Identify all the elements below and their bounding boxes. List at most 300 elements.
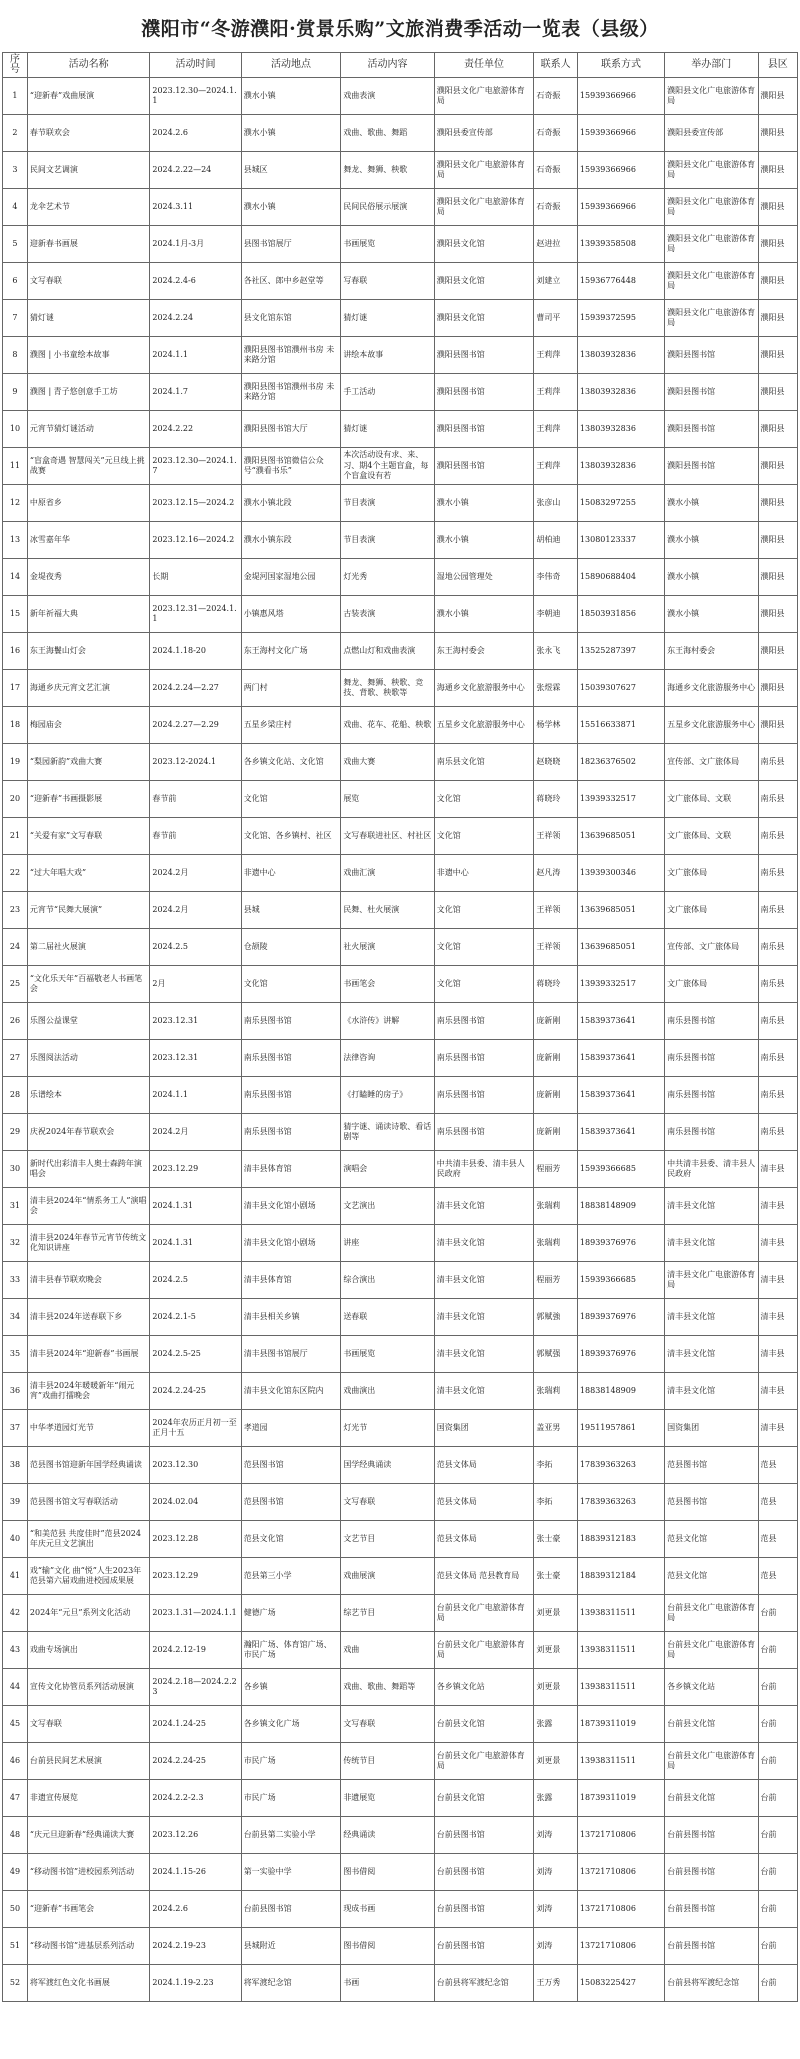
table-cell: 18838148909 bbox=[577, 1373, 664, 1410]
table-cell: 2024.2月 bbox=[150, 855, 241, 892]
table-cell: 猜灯谜 bbox=[27, 300, 149, 337]
table-cell: 范县文体局 bbox=[434, 1484, 534, 1521]
table-cell: 南乐县图书馆 bbox=[434, 1077, 534, 1114]
table-cell: 2024.1.24-25 bbox=[150, 1706, 241, 1743]
table-cell: 2023.12.26 bbox=[150, 1817, 241, 1854]
table-cell: 清丰县 bbox=[758, 1262, 798, 1299]
table-cell: 石奇振 bbox=[534, 189, 578, 226]
table-row bbox=[3, 1003, 798, 1040]
table-row bbox=[3, 1188, 798, 1225]
table-cell: 戏曲、歌曲、舞蹈等 bbox=[341, 1669, 434, 1706]
table-cell: 濮阳县 bbox=[758, 485, 798, 522]
table-cell: 13803932836 bbox=[577, 411, 664, 448]
table-cell: 10 bbox=[3, 411, 28, 448]
table-cell: 瀚阳广场、体育馆广场、市民广场 bbox=[241, 1632, 341, 1669]
table-cell: 清丰县文化馆 bbox=[665, 1373, 758, 1410]
table-cell: 中华孝道园灯光节 bbox=[27, 1410, 149, 1447]
table-cell: 范县图书馆文写春联活动 bbox=[27, 1484, 149, 1521]
table-cell: 舞龙、舞狮、秧歌、竞技、背歌、秧歌等 bbox=[341, 670, 434, 707]
table-cell: 刘更景 bbox=[534, 1743, 578, 1780]
table-cell: 台前县文化广电旅游体育局 bbox=[665, 1743, 758, 1780]
table-cell: 濮图 | 小书童绘本故事 bbox=[27, 337, 149, 374]
table-cell: 各社区、郎中乡赵堂等 bbox=[241, 263, 341, 300]
table-cell: 濮阳县文化广电旅游体育局 bbox=[665, 152, 758, 189]
table-cell: 台前 bbox=[758, 1817, 798, 1854]
table-cell: 健德广场 bbox=[241, 1595, 341, 1632]
table-cell: 文化馆 bbox=[241, 781, 341, 818]
table-cell: 县城 bbox=[241, 892, 341, 929]
table-cell: 文化馆 bbox=[434, 892, 534, 929]
table-cell: 县城区 bbox=[241, 152, 341, 189]
table-cell: 各乡镇文化站 bbox=[434, 1669, 534, 1706]
table-cell: 7 bbox=[3, 300, 28, 337]
table-cell: “关爱有家”文写春联 bbox=[27, 818, 149, 855]
table-cell: 南乐县图书馆 bbox=[665, 1003, 758, 1040]
table-cell: 13639685051 bbox=[577, 818, 664, 855]
table-cell: 13803932836 bbox=[577, 374, 664, 411]
table-cell: “迎新春”书画笔会 bbox=[27, 1891, 149, 1928]
table-cell: 濮阳县 bbox=[758, 559, 798, 596]
table-row bbox=[3, 1780, 798, 1817]
table-cell: 清丰县 bbox=[758, 1336, 798, 1373]
table-cell: 台前 bbox=[758, 1928, 798, 1965]
table-cell: 中共清丰县委、清丰县人民政府 bbox=[665, 1151, 758, 1188]
table-cell: 范县文体局 bbox=[434, 1447, 534, 1484]
table-cell: 濮阳县文化广电旅游体育局 bbox=[434, 78, 534, 115]
table-cell: 濮阳县 bbox=[758, 152, 798, 189]
table-cell: 湿地公园管理处 bbox=[434, 559, 534, 596]
table-cell: 东王海村委会 bbox=[434, 633, 534, 670]
table-cell: 1 bbox=[3, 78, 28, 115]
table-cell: 台前县第二实验小学 bbox=[241, 1817, 341, 1854]
table-cell: 文化馆 bbox=[434, 929, 534, 966]
table-cell: 迎新春书画展 bbox=[27, 226, 149, 263]
table-cell: 2024.2.1-5 bbox=[150, 1299, 241, 1336]
table-cell: 台前县图书馆 bbox=[434, 1928, 534, 1965]
table-row bbox=[3, 78, 798, 115]
table-cell: 18739311019 bbox=[577, 1780, 664, 1817]
table-cell: 台前县文化馆 bbox=[434, 1780, 534, 1817]
table-cell: 13939358508 bbox=[577, 226, 664, 263]
table-cell: 13939300346 bbox=[577, 855, 664, 892]
table-cell: 清丰县文化馆东区院内 bbox=[241, 1373, 341, 1410]
table-cell: 范县文化馆 bbox=[665, 1521, 758, 1558]
table-cell: 清丰县文化馆小剧场 bbox=[241, 1225, 341, 1262]
table-cell: 文化馆 bbox=[434, 818, 534, 855]
table-cell: 张彦山 bbox=[534, 485, 578, 522]
table-cell: 39 bbox=[3, 1484, 28, 1521]
table-cell: 41 bbox=[3, 1558, 28, 1595]
table-cell: 台前县将军渡纪念馆 bbox=[434, 1965, 534, 2002]
table-cell: 濮图 | 青子悠创意手工坊 bbox=[27, 374, 149, 411]
table-cell: “梨园新韵”戏曲大赛 bbox=[27, 744, 149, 781]
table-cell: 文化馆 bbox=[434, 781, 534, 818]
table-cell: 13 bbox=[3, 522, 28, 559]
table-cell: 南乐县图书馆 bbox=[241, 1114, 341, 1151]
table-cell: 15939366966 bbox=[577, 152, 664, 189]
table-row bbox=[3, 855, 798, 892]
table-cell: 2023.1.31—2024.1.1 bbox=[150, 1595, 241, 1632]
table-cell: 28 bbox=[3, 1077, 28, 1114]
table-cell: 孝道园 bbox=[241, 1410, 341, 1447]
table-cell: 13938311511 bbox=[577, 1669, 664, 1706]
table-cell: 胡柏迪 bbox=[534, 522, 578, 559]
table-cell: 元宵节猜灯谜活动 bbox=[27, 411, 149, 448]
table-cell: 李拓 bbox=[534, 1447, 578, 1484]
table-cell: 文写春联 bbox=[27, 263, 149, 300]
table-row bbox=[3, 1817, 798, 1854]
table-cell: 文写春联进社区、村社区 bbox=[341, 818, 434, 855]
table-cell: 李朝迪 bbox=[534, 596, 578, 633]
table-cell: 清丰县 bbox=[758, 1373, 798, 1410]
table-cell: 乐图阅法活动 bbox=[27, 1040, 149, 1077]
table-cell: 石奇振 bbox=[534, 78, 578, 115]
table-row bbox=[3, 1632, 798, 1669]
table-cell: 清丰县相关乡镇 bbox=[241, 1299, 341, 1336]
table-cell: “盲盒奇遇 智慧闯关”元旦线上挑战赛 bbox=[27, 448, 149, 485]
table-cell: 戏曲表演 bbox=[341, 78, 434, 115]
table-cell: 濮水小镇 bbox=[241, 189, 341, 226]
table-cell: 南乐县 bbox=[758, 744, 798, 781]
table-cell: 27 bbox=[3, 1040, 28, 1077]
table-cell: 13803932836 bbox=[577, 448, 664, 485]
table-cell: 五星乡文化旅游服务中心 bbox=[434, 707, 534, 744]
table-cell: 清丰县2024年送春联下乡 bbox=[27, 1299, 149, 1336]
table-cell: 张士豪 bbox=[534, 1558, 578, 1595]
table-row bbox=[3, 189, 798, 226]
table-cell: 15039307627 bbox=[577, 670, 664, 707]
table-cell: 台前县文化馆 bbox=[665, 1706, 758, 1743]
table-cell: 2024.1.31 bbox=[150, 1225, 241, 1262]
table-cell: 王莉萍 bbox=[534, 337, 578, 374]
table-cell: 宣传部、文广旅体局 bbox=[665, 929, 758, 966]
table-cell: 濮阳县文化广电旅游体育局 bbox=[434, 189, 534, 226]
table-cell: 民间文艺调演 bbox=[27, 152, 149, 189]
table-cell: 台前 bbox=[758, 1706, 798, 1743]
table-cell: 南乐县文化馆 bbox=[434, 744, 534, 781]
table-cell: 石奇振 bbox=[534, 152, 578, 189]
table-cell: 2023.12-2024.1 bbox=[150, 744, 241, 781]
table-cell: 文化馆 bbox=[241, 966, 341, 1003]
table-header-row bbox=[3, 53, 798, 78]
table-cell: 非遗中心 bbox=[434, 855, 534, 892]
table-row bbox=[3, 1706, 798, 1743]
table-cell: 戏曲汇演 bbox=[341, 855, 434, 892]
table-cell: 长期 bbox=[150, 559, 241, 596]
table-cell: 2024.2.22—24 bbox=[150, 152, 241, 189]
table-row bbox=[3, 1040, 798, 1077]
table-cell: 程丽芳 bbox=[534, 1262, 578, 1299]
table-cell: 2023.12.29 bbox=[150, 1151, 241, 1188]
header-cell: 活动时间 bbox=[150, 53, 241, 78]
table-cell: 13639685051 bbox=[577, 929, 664, 966]
table-cell: 13803932836 bbox=[577, 337, 664, 374]
table-cell: 17839363263 bbox=[577, 1484, 664, 1521]
table-cell: 文广旅体局 bbox=[665, 855, 758, 892]
header-cell: 县区 bbox=[758, 53, 798, 78]
table-cell: 文广旅体局、文联 bbox=[665, 818, 758, 855]
table-cell: 各乡镇文化广场 bbox=[241, 1706, 341, 1743]
table-cell: 2023.12.30—2024.1.1 bbox=[150, 78, 241, 115]
table-row bbox=[3, 892, 798, 929]
table-cell: 15890688404 bbox=[577, 559, 664, 596]
table-cell: 13938311511 bbox=[577, 1595, 664, 1632]
table-cell: 清丰县 bbox=[758, 1225, 798, 1262]
table-cell: 台前县文化广电旅游体育局 bbox=[665, 1632, 758, 1669]
table-cell: 盖亚男 bbox=[534, 1410, 578, 1447]
table-cell: 传统节目 bbox=[341, 1743, 434, 1780]
table-cell: 各乡镇 bbox=[241, 1669, 341, 1706]
table-cell: 台前县图书馆 bbox=[434, 1817, 534, 1854]
table-row bbox=[3, 966, 798, 1003]
table-cell: 22 bbox=[3, 855, 28, 892]
table-cell: 王莉萍 bbox=[534, 448, 578, 485]
table-cell: 2024.2月 bbox=[150, 892, 241, 929]
table-cell: 南乐县 bbox=[758, 781, 798, 818]
table-cell: 32 bbox=[3, 1225, 28, 1262]
table-cell: 濮水小镇 bbox=[665, 485, 758, 522]
table-cell: 图书借阅 bbox=[341, 1928, 434, 1965]
table-cell: 33 bbox=[3, 1262, 28, 1299]
table-cell: 国资集团 bbox=[434, 1410, 534, 1447]
table-cell: 范县文体局 bbox=[434, 1521, 534, 1558]
table-cell: 清丰县体育馆 bbox=[241, 1262, 341, 1299]
table-cell: 文广旅体局 bbox=[665, 892, 758, 929]
table-cell: 36 bbox=[3, 1373, 28, 1410]
table-cell: 范县图书馆 bbox=[665, 1484, 758, 1521]
table-cell: 濮阳县 bbox=[758, 189, 798, 226]
table-cell: 书画展览 bbox=[341, 226, 434, 263]
table-cell: 濮阳县图书馆 bbox=[434, 337, 534, 374]
table-cell: 濮阳县文化广电旅游体育局 bbox=[665, 226, 758, 263]
table-cell: 2024.2.27—2.29 bbox=[150, 707, 241, 744]
table-cell: 濮阳县图书馆 bbox=[434, 411, 534, 448]
table-cell: 刘建立 bbox=[534, 263, 578, 300]
table-cell: 清丰县文化馆 bbox=[434, 1336, 534, 1373]
table-cell: 蒋晓玲 bbox=[534, 781, 578, 818]
table-cell: 2024.2.6 bbox=[150, 115, 241, 152]
table-cell: 猜灯谜 bbox=[341, 411, 434, 448]
table-row bbox=[3, 1558, 798, 1595]
table-cell: 梅园庙会 bbox=[27, 707, 149, 744]
table-row bbox=[3, 818, 798, 855]
table-cell: 清丰县春节联欢晚会 bbox=[27, 1262, 149, 1299]
table-cell: 张露 bbox=[534, 1780, 578, 1817]
table-cell: 2024.2.24-25 bbox=[150, 1743, 241, 1780]
table-cell: 王万秀 bbox=[534, 1965, 578, 2002]
table-row bbox=[3, 1965, 798, 2002]
table-cell: 非遗中心 bbox=[241, 855, 341, 892]
table-row bbox=[3, 1114, 798, 1151]
table-row bbox=[3, 1151, 798, 1188]
table-cell: 15 bbox=[3, 596, 28, 633]
table-cell: 24 bbox=[3, 929, 28, 966]
table-cell: 台前县文化广电旅游体育局 bbox=[665, 1595, 758, 1632]
table-cell: 清丰县文化馆 bbox=[434, 1299, 534, 1336]
table-cell: 18739311019 bbox=[577, 1706, 664, 1743]
table-cell: 戏“输”文化 曲“悦”人生2023年范县第六届戏曲进校园成果展 bbox=[27, 1558, 149, 1595]
table-cell: 2 bbox=[3, 115, 28, 152]
table-row bbox=[3, 485, 798, 522]
table-cell: 15839373641 bbox=[577, 1040, 664, 1077]
table-cell: 手工活动 bbox=[341, 374, 434, 411]
table-cell: 书画展览 bbox=[341, 1336, 434, 1373]
table-cell: 15839373641 bbox=[577, 1003, 664, 1040]
table-cell: “迎新春”戏曲展演 bbox=[27, 78, 149, 115]
table-cell: 民间民俗展示展演 bbox=[341, 189, 434, 226]
table-cell: 13721710806 bbox=[577, 1891, 664, 1928]
table-cell: 台前县将军渡纪念馆 bbox=[665, 1965, 758, 2002]
table-cell: 曹司平 bbox=[534, 300, 578, 337]
table-cell: 东王海村委会 bbox=[665, 633, 758, 670]
table-cell: 2024.1.7 bbox=[150, 374, 241, 411]
table-cell: 郭赋强 bbox=[534, 1336, 578, 1373]
table-cell: 庆祝2024年春节联欢会 bbox=[27, 1114, 149, 1151]
table-cell: 王祥领 bbox=[534, 818, 578, 855]
table-cell: 范县图书馆 bbox=[665, 1447, 758, 1484]
table-cell: 清丰县文化馆 bbox=[434, 1225, 534, 1262]
table-cell: 濮阳县文化馆 bbox=[434, 263, 534, 300]
table-cell: 13939332517 bbox=[577, 966, 664, 1003]
table-cell: 李伟奇 bbox=[534, 559, 578, 596]
table-cell: 范县 bbox=[758, 1521, 798, 1558]
table-cell: 经典诵读 bbox=[341, 1817, 434, 1854]
table-cell: 濮水小镇 bbox=[241, 78, 341, 115]
table-cell: 文写春联 bbox=[27, 1706, 149, 1743]
table-cell: 讲座 bbox=[341, 1225, 434, 1262]
table-cell: 清丰县2024年“迎新春”书画展 bbox=[27, 1336, 149, 1373]
table-cell: 2024.1.19-2.23 bbox=[150, 1965, 241, 2002]
table-cell: 文广旅体局、文联 bbox=[665, 781, 758, 818]
table-cell: 春节联欢会 bbox=[27, 115, 149, 152]
table-cell: 濮水小镇 bbox=[665, 559, 758, 596]
table-cell: 庞新刚 bbox=[534, 1114, 578, 1151]
table-row bbox=[3, 929, 798, 966]
table-cell: 2024.2.19-23 bbox=[150, 1928, 241, 1965]
table-cell: 18 bbox=[3, 707, 28, 744]
table-cell: 清丰县 bbox=[758, 1299, 798, 1336]
table-cell: 第二届社火展演 bbox=[27, 929, 149, 966]
table-cell: 43 bbox=[3, 1632, 28, 1669]
table-cell: 清丰县文化广电旅游体育局 bbox=[665, 1262, 758, 1299]
table-cell: 龙伞艺术节 bbox=[27, 189, 149, 226]
table-row bbox=[3, 1336, 798, 1373]
table-cell: 第一实验中学 bbox=[241, 1854, 341, 1891]
table-cell: 2024.2.24—2.27 bbox=[150, 670, 241, 707]
table-cell: 6 bbox=[3, 263, 28, 300]
table-cell: 52 bbox=[3, 1965, 28, 2002]
header-cell: 活动名称 bbox=[27, 53, 149, 78]
table-cell: 张露 bbox=[534, 1706, 578, 1743]
table-cell: “和美范县 共度佳时”范县2024年庆元旦文艺演出 bbox=[27, 1521, 149, 1558]
table-cell: 15939366966 bbox=[577, 78, 664, 115]
table-cell: 42 bbox=[3, 1595, 28, 1632]
table-cell: 海通乡文化旅游服务中心 bbox=[434, 670, 534, 707]
table-cell: 国学经典诵读 bbox=[341, 1447, 434, 1484]
table-cell: 濮阳县 bbox=[758, 115, 798, 152]
table-cell: 乐图公益课堂 bbox=[27, 1003, 149, 1040]
table-cell: 文化馆、各乡镇村、社区 bbox=[241, 818, 341, 855]
table-cell: 张士豪 bbox=[534, 1521, 578, 1558]
table-row bbox=[3, 226, 798, 263]
table-cell: 45 bbox=[3, 1706, 28, 1743]
table-cell: 台前县图书馆 bbox=[665, 1854, 758, 1891]
table-cell: 2023.12.31 bbox=[150, 1003, 241, 1040]
table-cell: 五星乡文化旅游服务中心 bbox=[665, 707, 758, 744]
table-cell: 15939366685 bbox=[577, 1151, 664, 1188]
table-cell: 18939376976 bbox=[577, 1336, 664, 1373]
table-cell: 清丰县2024年暖暖新年“闹元宵”戏曲打擂晚会 bbox=[27, 1373, 149, 1410]
table-cell: 2024.1.1 bbox=[150, 337, 241, 374]
table-cell: 清丰县 bbox=[758, 1410, 798, 1447]
table-cell: 清丰县 bbox=[758, 1151, 798, 1188]
table-cell: 濮阳县图书馆濮州书房 未来路分馆 bbox=[241, 337, 341, 374]
table-cell: 南乐县图书馆 bbox=[665, 1077, 758, 1114]
table-cell: 濮阳县图书馆 bbox=[665, 411, 758, 448]
table-cell: 14 bbox=[3, 559, 28, 596]
table-cell: 范县图书馆 bbox=[241, 1484, 341, 1521]
table-cell: 程丽芳 bbox=[534, 1151, 578, 1188]
table-cell: 刘更景 bbox=[534, 1595, 578, 1632]
table-cell: 海通乡文化旅游服务中心 bbox=[665, 670, 758, 707]
table-cell: 张瑞莉 bbox=[534, 1188, 578, 1225]
table-cell: 15083225427 bbox=[577, 1965, 664, 2002]
table-cell: 展览 bbox=[341, 781, 434, 818]
table-row bbox=[3, 1891, 798, 1928]
table-cell: 南乐县图书馆 bbox=[241, 1077, 341, 1114]
table-cell: 37 bbox=[3, 1410, 28, 1447]
table-row bbox=[3, 1521, 798, 1558]
table-cell: “文化乐天年”百福敬老人书画笔会 bbox=[27, 966, 149, 1003]
table-cell: 庞新刚 bbox=[534, 1003, 578, 1040]
table-cell: 2024年“元旦”系列文化活动 bbox=[27, 1595, 149, 1632]
table-cell: 县图书馆展厅 bbox=[241, 226, 341, 263]
table-row bbox=[3, 633, 798, 670]
table-row bbox=[3, 448, 798, 485]
table-cell: 两门村 bbox=[241, 670, 341, 707]
table-cell: 15839373641 bbox=[577, 1077, 664, 1114]
table-cell: 春节前 bbox=[150, 818, 241, 855]
table-row bbox=[3, 1928, 798, 1965]
table-cell: 范县文化馆 bbox=[665, 1558, 758, 1595]
table-cell: 写春联 bbox=[341, 263, 434, 300]
table-cell: 濮阳县 bbox=[758, 596, 798, 633]
table-cell: 2024.1.18-20 bbox=[150, 633, 241, 670]
table-cell: 图书借阅 bbox=[341, 1854, 434, 1891]
table-cell: “迎新春”书画摄影展 bbox=[27, 781, 149, 818]
table-cell: 《水浒传》讲解 bbox=[341, 1003, 434, 1040]
header-cell: 责任单位 bbox=[434, 53, 534, 78]
table-cell: 刘涛 bbox=[534, 1854, 578, 1891]
table-cell: 13525287397 bbox=[577, 633, 664, 670]
table-cell: 古装表演 bbox=[341, 596, 434, 633]
table-cell: 台前县图书馆 bbox=[434, 1891, 534, 1928]
table-cell: 清丰县文化馆 bbox=[665, 1299, 758, 1336]
table-cell: 清丰县文化馆 bbox=[434, 1188, 534, 1225]
table-cell: 南乐县图书馆 bbox=[665, 1040, 758, 1077]
table-cell: 戏曲大赛 bbox=[341, 744, 434, 781]
table-cell: 本次活动设有求、来、习、期4个主题盲盒，每个盲盒设有若 bbox=[341, 448, 434, 485]
table-cell: 濮阳县 bbox=[758, 226, 798, 263]
table-cell: 2023.12.31 bbox=[150, 1040, 241, 1077]
table-cell: 2024.2.22 bbox=[150, 411, 241, 448]
table-cell: 2023.12.16—2024.2 bbox=[150, 522, 241, 559]
table-cell: 冰雪嘉年华 bbox=[27, 522, 149, 559]
table-row bbox=[3, 115, 798, 152]
table-cell: 26 bbox=[3, 1003, 28, 1040]
table-cell: 8 bbox=[3, 337, 28, 374]
table-cell: 29 bbox=[3, 1114, 28, 1151]
